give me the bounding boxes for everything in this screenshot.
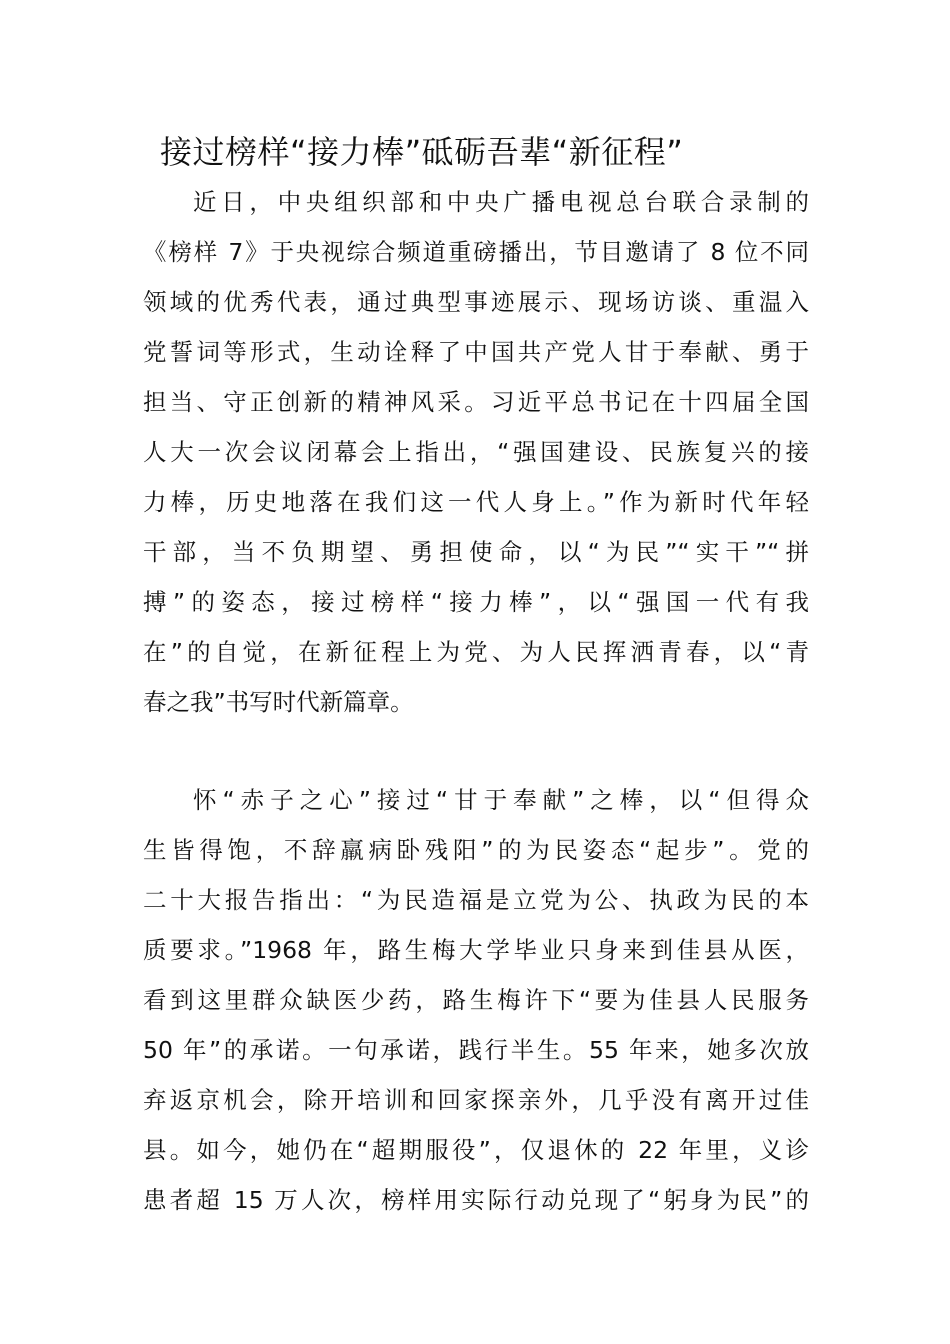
text-line: 患者超 15 万人次，榜样用实际行动兑现了“躬身为民”的	[143, 1186, 809, 1214]
text-line: 质要求。”1968 年，路生梅大学毕业只身来到佳县从医，	[143, 936, 809, 964]
text-line: 50 年”的承诺。一句承诺，践行半生。55 年来，她多次放	[143, 1036, 809, 1064]
document-title: 接过榜样“接力棒”砥砺吾辈“新征程”	[160, 133, 684, 171]
text-line: 《榜样 7》于央视综合频道重磅播出，节目邀请了 8 位不同	[143, 238, 809, 266]
text-line: 怀“赤子之心”接过“甘于奉献”之棒，以“但得众	[193, 786, 809, 814]
text-line: 搏”的姿态，接过榜样“接力棒”，以“强国一代有我	[143, 588, 809, 616]
text-line: 领域的优秀代表，通过典型事迹展示、现场访谈、重温入	[143, 288, 809, 316]
text-line: 干部，当不负期望、勇担使命，以“为民”“实干”“拼	[143, 538, 809, 566]
text-line: 党誓词等形式，生动诠释了中国共产党人甘于奉献、勇于	[143, 338, 809, 366]
text-line: 在”的自觉，在新征程上为党、为人民挥洒青春，以“青	[143, 638, 809, 666]
body-paragraph-2	[143, 775, 809, 1225]
text-line: 看到这里群众缺医少药，路生梅许下“要为佳县人民服务	[143, 986, 809, 1014]
text-line: 弃返京机会，除开培训和回家探亲外，几乎没有离开过佳	[143, 1086, 809, 1114]
text-line: 担当、守正创新的精神风采。习近平总书记在十四届全国	[143, 388, 809, 416]
text-line: 二十大报告指出：“为民造福是立党为公、执政为民的本	[143, 886, 809, 914]
text-line: 力棒，历史地落在我们这一代人身上。”作为新时代年轻	[143, 488, 809, 516]
text-line: 人大一次会议闭幕会上指出，“强国建设、民族复兴的接	[143, 438, 809, 466]
text-line: 春之我”书写时代新篇章。	[143, 688, 414, 716]
text-line: 近日，中央组织部和中央广播电视总台联合录制的	[193, 188, 809, 216]
text-line: 县。如今，她仍在“超期服役”，仅退休的 22 年里，义诊	[143, 1136, 809, 1164]
text-line: 生皆得饱，不辞羸病卧残阳”的为民姿态“起步”。党的	[143, 836, 809, 864]
body-paragraph-1	[143, 177, 809, 727]
